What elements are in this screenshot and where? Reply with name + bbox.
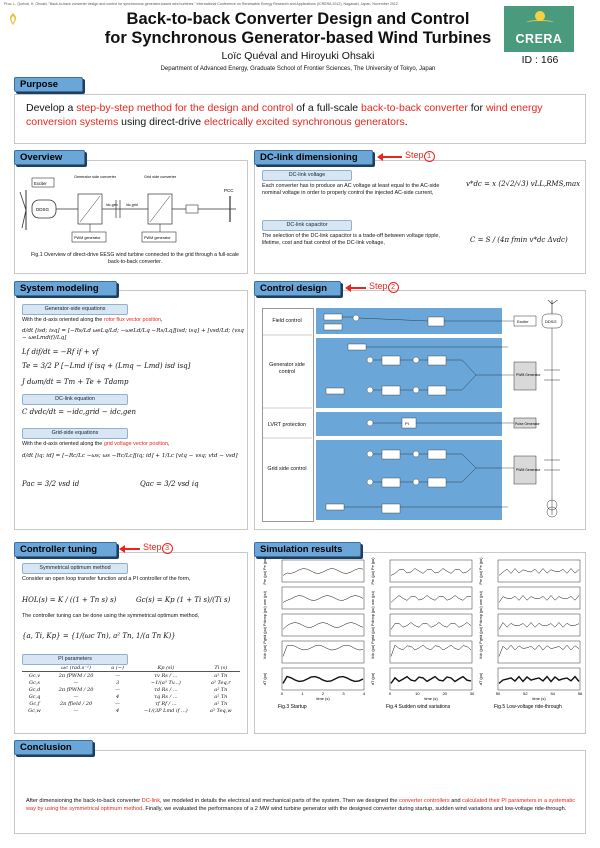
pi-table-subhead: PI parameters — [22, 654, 128, 665]
grid-eq-1: d/dt [iq; id] = [−Rc/Lc −ωs; ωs −Rc/Lc][iq; id] + 1/Lc [vtq − vsq; vtd − vsd] — [22, 453, 238, 459]
conclusion-panel — [14, 750, 586, 834]
subplot-frame — [390, 560, 472, 582]
y-axis-label: Pm (pu) Pe (pu) — [371, 557, 375, 585]
control-heading: Control design — [254, 281, 341, 296]
y-axis-label: wm (pu) — [479, 591, 483, 605]
table-row — [22, 693, 240, 700]
paper-id: ID : 166 — [521, 54, 559, 66]
citation-line: Proc. L. Quéval, H. Ohsaki, "Back-to-back converter design and control for synchronous generator-based wind turbines," International Conference on Renewable Energy Research and Applications (ICRERA 2012), Nagasaki, Japan, November 2012. — [4, 2, 399, 6]
logo-text: CRERA — [515, 32, 563, 46]
eq-gc: Gc(s) = Kp (1 + Ti s)/(Ti s) — [136, 596, 231, 604]
ddsg-label: DDSG — [36, 207, 50, 212]
subplot-frame — [498, 614, 580, 636]
subplot-frame — [390, 641, 472, 663]
table-cell: τq Rs / ... — [154, 693, 178, 700]
simulation-heading: Simulation results — [254, 542, 361, 557]
row-lvrt: LVRT protection — [267, 422, 307, 428]
purpose-segment: of a full-scale — [293, 102, 362, 114]
x-tick-label: 50 — [495, 691, 501, 696]
conclusion-segment: , we modeled in details the electrical and mechanical parts of the system. Then we designed the — [160, 798, 400, 804]
gen-eq-2: Lf dif/dt = −Rf if + vf — [22, 348, 99, 356]
grid-intro-red: grid voltage vector position — [103, 441, 168, 447]
row-grid-control: Grid side control — [267, 466, 307, 472]
sym-opt-subhead: Symmetrical optimum method — [22, 563, 128, 574]
step3-arrow — [124, 548, 140, 550]
step2-text: Step — [369, 281, 388, 291]
table-cell: a² Tn — [214, 693, 228, 700]
x-tick-label: 0 — [388, 691, 392, 696]
pwm-block-label-1: PWM Generator — [516, 373, 541, 377]
idc-gen-label: Idc,gen — [106, 203, 118, 207]
subplot-frame — [282, 614, 364, 636]
eq-set: {a, Ti, Kp} = {1/(ωc Tn), a² Tn, 1/(a Tn K)} — [22, 632, 176, 640]
gen-eq-subhead: Generator-side equations — [22, 304, 128, 315]
conclusion-heading: Conclusion — [14, 740, 93, 755]
table-cell: 4 — [115, 693, 120, 700]
dclink-heading: DC-link dimensioning — [254, 150, 373, 165]
conclusion-segment: . Finally, we evaluated the performances of a 2 MW wind turbine generator with the designed converter during startup, sudden wind variations and low-voltage ride-through. — [142, 805, 567, 812]
step3-text: Step — [143, 542, 162, 552]
horizon-icon — [526, 20, 554, 25]
y-axis-label: Vdc (pu) — [263, 644, 267, 660]
dc-voltage-text: Each converter has to produce an AC voltage at least equal to the AC-side nominal voltage in order to properly control the injected AC-side current, — [262, 183, 440, 196]
figure-caption: Fig.5 Low-voltage ride-through — [494, 704, 562, 710]
pi-table-wrap — [22, 664, 242, 714]
subplot-frame — [282, 641, 364, 663]
purpose-segment: electrically excited synchronous generators — [204, 116, 405, 128]
y-axis-label: wm (pu) — [263, 591, 267, 605]
x-tick-label: 56 — [577, 691, 583, 696]
table-row — [22, 707, 240, 714]
poster-title — [98, 10, 498, 48]
grid-intro-b: , — [167, 441, 170, 447]
modeling-heading: System modeling — [14, 281, 117, 296]
table-cell: 3 — [115, 679, 120, 686]
eq-hol: HOL(s) = K / ((1 + Tn s) s) — [22, 596, 117, 604]
x-tick-label: 30 — [469, 691, 475, 696]
dc-voltage-eq: v*dc = x (2√2/√3) vLL,RMS,max — [466, 180, 581, 188]
dc-cap-eq: C = S / (4π fmin v*dc Δvdc) — [470, 236, 568, 244]
step3-label — [143, 542, 173, 554]
conclusion-segment: calculated their PI parameters in a systematic way by using the symmetrical optimum method — [26, 798, 576, 812]
table-cell: Gc,v — [28, 672, 41, 679]
subplot-frame — [282, 587, 364, 609]
tuning-heading: Controller tuning — [14, 542, 117, 557]
pcc-label: PCC — [224, 188, 234, 193]
table-cell: Gc,f — [29, 700, 40, 707]
exciter-block-label: Exciter — [517, 320, 529, 324]
affiliation: Department of Advanced Energy, Graduate School of Frontier Sciences, The University of Tokyo, Japan — [160, 66, 436, 72]
grid-eq-subhead: Grid-side equations — [22, 428, 128, 439]
wind-turbine-icon — [20, 190, 26, 230]
conclusion-segment: After dimensioning the back-to-back converter — [26, 798, 142, 804]
table-cell: Gc,s — [29, 679, 40, 686]
y-axis-label: Vdc (pu) — [479, 644, 483, 660]
table-cell: a² Tn — [214, 700, 228, 707]
pi-block-label: PI — [405, 421, 409, 426]
table-cell: a² Teq,r — [210, 679, 231, 686]
control-block-diagram — [262, 300, 580, 524]
university-logo-icon — [6, 12, 20, 26]
purpose-segment: . — [404, 116, 408, 128]
pi-table-header: a (−) — [105, 664, 130, 672]
tuning-intro: Consider an open loop transfer function and a PI controller of the form, — [22, 576, 191, 582]
dc-cap-text: The selection of the DC-link capacitor is a trade-off between voltage ripple, lifetime, cost and fast control of the DC-link voltage, — [262, 233, 440, 246]
subplot-frame — [498, 560, 580, 582]
table-cell: Gc,d — [28, 686, 41, 693]
figure-caption: Fig.3 Startup — [278, 704, 307, 710]
dc-eq-subhead: DC-link equation — [22, 394, 128, 405]
fig1-caption: Fig.1 Overview of direct-drive EESG wind turbine connected to the grid through a full-scale back-to-back converter. — [31, 252, 239, 265]
step2-num: 2 — [388, 282, 399, 293]
table-cell: Gc,q — [28, 693, 41, 700]
conclusion-segment: and — [449, 798, 463, 804]
y-axis-label: Pgrid (pu) Pdcmp (pu) — [263, 606, 267, 644]
dc-voltage-subhead: DC-link voltage — [262, 170, 352, 181]
gen-intro-a: With the d-axis oriented along the — [22, 317, 104, 323]
step1-arrow — [382, 156, 402, 158]
table-cell: τf Rf / ... — [155, 700, 177, 707]
grid-eq-intro — [22, 441, 240, 448]
table-cell: — — [73, 707, 79, 714]
table-cell: — — [73, 693, 79, 700]
overview-heading: Overview — [14, 150, 85, 165]
table-cell: −1/(3P Lmd if ...) — [143, 707, 188, 714]
x-tick-label: 4 — [362, 691, 366, 696]
subplot-frame — [498, 641, 580, 663]
pi-table-header: ωc (rad.s⁻¹) — [47, 664, 105, 672]
table-row — [22, 679, 240, 686]
table-cell: τd Rs / ... — [154, 686, 178, 693]
x-tick-label: 52 — [523, 691, 528, 696]
step1-label — [405, 150, 435, 162]
table-cell: — — [73, 679, 79, 686]
pi-table-header: Kp (si) — [130, 664, 202, 672]
title-line-1: Back-to-back Converter Design and Control — [126, 10, 470, 28]
purpose-segment: back-to-back converter — [361, 102, 468, 114]
table-cell: — — [115, 672, 121, 679]
pi-table — [22, 664, 240, 714]
grid-conv-label: Grid side converter — [144, 175, 177, 179]
y-axis-label: dT (pu) — [263, 672, 267, 686]
gen-eq-1: d/dt [isd; isq] = [−Rs/Ld ωeLq/Ld; −ωeLd/Lq −Rs/Lq][isd; isq] + [vsd/Ld; (vsq − ωeLmdif)/Lq] — [22, 328, 244, 341]
table-cell: a² Teq,w — [210, 707, 232, 714]
pi-table-header: Ti (s) — [202, 664, 240, 672]
conclusion-text — [26, 798, 576, 813]
step2-label — [369, 281, 399, 293]
table-row — [22, 672, 240, 680]
grid-intro-a: With the d-axis oriented along the — [22, 441, 104, 447]
title-line-2: for Synchronous Generator-based Wind Turbines — [104, 29, 492, 47]
row-generator-control: Generator side control — [269, 362, 305, 375]
table-cell: — — [115, 700, 121, 707]
pwm-block-label-2: PWM Generator — [516, 468, 541, 472]
table-cell: 4 — [115, 707, 120, 714]
purpose-segment: for — [467, 102, 486, 114]
gen-eq-4: J dωm/dt = Tm + Te + Tdamp — [22, 378, 129, 386]
dc-cap-subhead: DC-link capacitor — [262, 220, 352, 231]
pwm-gen-label-1: PWM generator — [74, 236, 101, 240]
x-tick-label: 0 — [280, 691, 284, 696]
pulse-block-label: Pulse Generator — [515, 422, 540, 426]
row-field-control: Field control — [272, 318, 302, 324]
x-tick-label: 2 — [321, 691, 325, 696]
gen-intro-b: , — [161, 317, 163, 323]
table-cell: a² Tn — [214, 686, 228, 693]
conference-logo — [504, 6, 574, 52]
step1-num: 1 — [424, 151, 435, 162]
subplot-frame — [390, 614, 472, 636]
table-row — [22, 686, 240, 693]
pi-table-header — [22, 664, 47, 672]
x-axis-label: time (s) — [424, 696, 438, 701]
x-tick-label: 54 — [550, 691, 555, 696]
figure-caption: Fig.4 Sudden wind variations — [386, 704, 451, 710]
y-axis-label: dT (pu) — [371, 672, 375, 686]
x-axis-label: time (s) — [532, 696, 546, 701]
table-cell: 2π fPWM / 20 — [58, 686, 94, 693]
step2-arrow — [350, 287, 366, 289]
purpose-segment: Develop a — [26, 102, 77, 114]
table-cell: 2π ffield / 20 — [59, 700, 93, 707]
purpose-segment: wind energy conversion systems — [26, 102, 543, 128]
x-axis-label: time (s) — [316, 696, 330, 701]
y-axis-label: Pm (pu) Pe (pu) — [479, 557, 483, 585]
grid-eq-qac: Qac = 3/2 vsd iq — [140, 480, 199, 488]
purpose-segment: step-by-step method for the design and control — [76, 102, 294, 114]
ddsg-block-label: DDSG — [545, 319, 557, 324]
table-cell: — — [115, 686, 121, 693]
x-tick-label: 20 — [442, 691, 447, 696]
purpose-text — [26, 101, 576, 129]
exciter-label: Exciter — [34, 181, 47, 186]
tuning-method-text: The controller tuning can be done using the symmetrical optimum method, — [22, 613, 200, 619]
conclusion-segment: DC-link — [141, 798, 161, 804]
step3-num: 3 — [162, 543, 173, 554]
y-axis-label: wm (pu) — [371, 591, 375, 605]
gen-eq-intro — [22, 317, 240, 324]
purpose-heading: Purpose — [14, 77, 83, 92]
table-cell: −1/(a³ Tv...) — [150, 679, 181, 686]
table-cell: τv Rs / ... — [154, 672, 178, 679]
y-axis-label: dT (pu) — [479, 672, 483, 686]
grid-eq-pac: Pac = 3/2 vsd id — [22, 480, 80, 488]
purpose-segment: using direct-drive — [118, 116, 204, 128]
y-axis-label: Pm (pu) Pe (pu) — [263, 557, 267, 585]
simulation-plots — [256, 556, 584, 732]
gen-intro-red: rotor flux vector position — [103, 317, 162, 323]
table-cell: 2π fPWM / 20 — [58, 672, 94, 679]
dc-eq: C dvdc/dt = −idc,grid − idc,gen — [22, 408, 136, 416]
idc-grid-label: Idc,grid — [126, 203, 138, 207]
gen-eq-3: Te = 3/2 P [−Lmd if isq + (Lmq − Lmd) isd isq] — [22, 362, 191, 370]
gen-conv-label: Generator side converter — [74, 175, 116, 179]
y-axis-label: Pgrid (pu) Pdcmp (pu) — [371, 606, 375, 644]
y-axis-label: Pgrid (pu) Pdcmp (pu) — [479, 606, 483, 644]
converter-labels — [68, 172, 208, 192]
table-cell: a² Tn — [214, 672, 228, 679]
step1-text: Step — [405, 150, 424, 160]
x-tick-label: 10 — [415, 691, 420, 696]
x-tick-label: 1 — [301, 691, 304, 696]
table-row — [22, 700, 240, 707]
x-tick-label: 3 — [342, 691, 345, 696]
pwm-gen-label-2: PWM generator — [144, 236, 171, 240]
y-axis-label: Vdc (pu) — [371, 644, 375, 660]
subplot-frame — [282, 560, 364, 582]
conclusion-segment: converter controllers — [399, 798, 450, 804]
table-cell: Gc,w — [28, 707, 41, 714]
authors: Loïc Quéval and Hiroyuki Ohsaki — [221, 50, 375, 62]
